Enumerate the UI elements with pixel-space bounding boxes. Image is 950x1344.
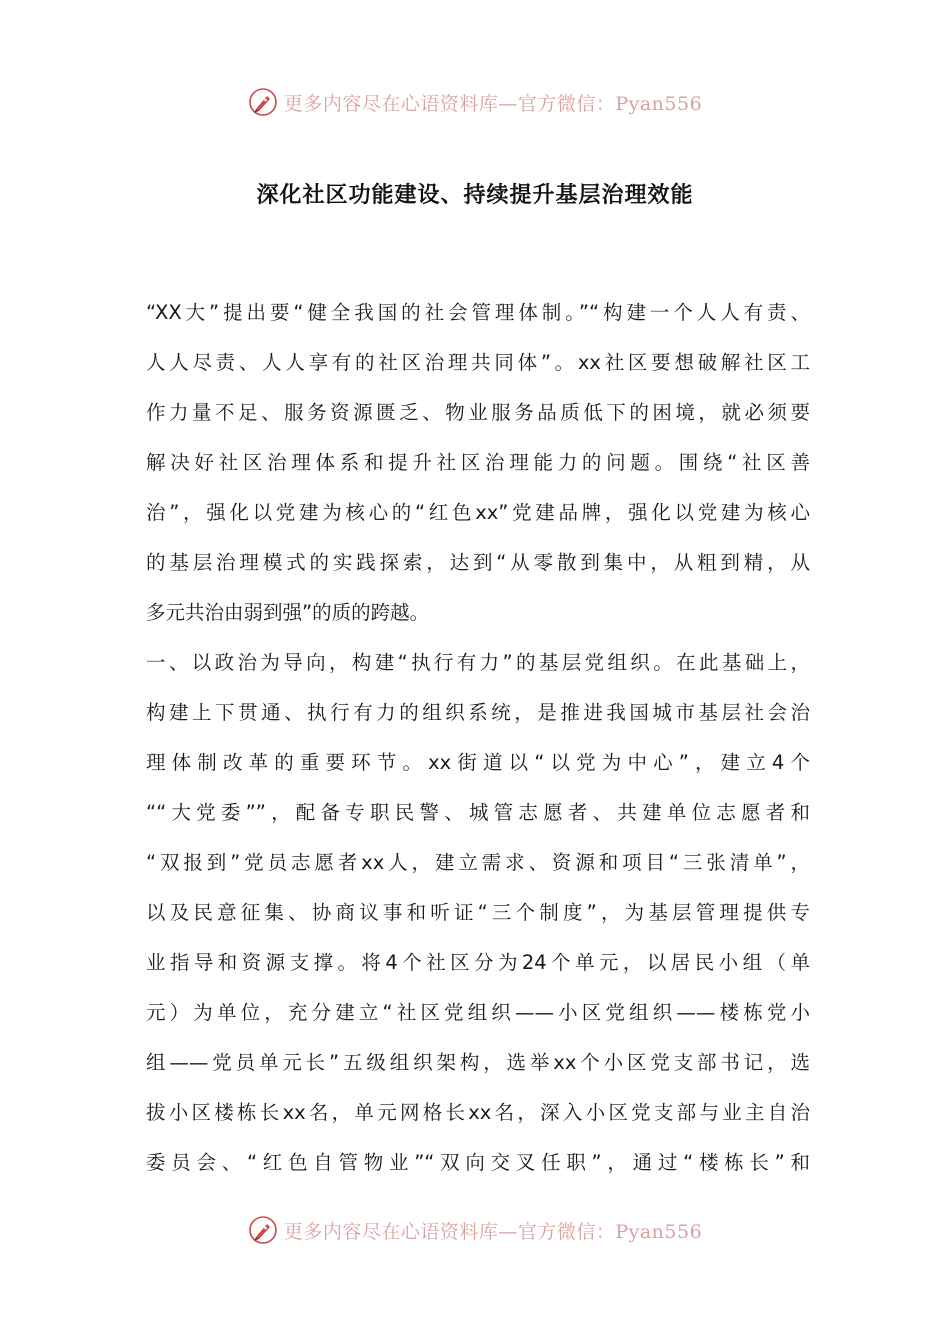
body-line: 拔小区楼栋长xx名，单元网格长xx名，深入小区党支部与业主自治 [146,1101,810,1124]
document-title: 深化社区功能建设、持续提升基层治理效能 [256,183,694,208]
pen-nib-logo-icon [248,1215,278,1245]
body-line: 解决好社区治理体系和提升社区治理能力的问题。围绕“社区善 [146,451,810,474]
footer-watermark [0,1212,950,1248]
body-line: 理体制改革的重要环节。xx街道以“以党为中心”，建立4个 [146,751,810,774]
body-line: “双报到”党员志愿者xx人，建立需求、资源和项目“三张清单”， [146,851,810,874]
body-line: 治”，强化以党建为核心的“红色xx”党建品牌，强化以党建为核心 [146,501,810,524]
body-line: 委员会、“红色自管物业”“双向交叉任职”，通过“楼栋长”和 [146,1151,810,1174]
body-line: 以及民意征集、协商议事和听证“三个制度”，为基层管理提供专 [146,901,810,924]
header-watermark [0,84,950,120]
pen-nib-logo-icon [248,87,278,117]
body-line: 多元共治由弱到强”的质的跨越。 [146,601,430,624]
body-line: ““大党委””，配备专职民警、城管志愿者、共建单位志愿者和 [146,801,810,824]
body-line: 元）为单位，充分建立“社区党组织——小区党组织——楼栋党小 [146,1001,810,1024]
body-line: 组——党员单元长”五级组织架构，选举xx个小区党支部书记，选 [146,1051,810,1074]
body-line: 作力量不足、服务资源匮乏、物业服务品质低下的困境，就必须要 [146,401,810,424]
body-line: 构建上下贯通、执行有力的组织系统，是推进我国城市基层社会治 [146,701,810,724]
body-line: 业指导和资源支撑。将4个社区分为24个单元，以居民小组（单 [146,951,810,974]
watermark-text: 更多内容尽在心语资料库—官方微信：Pyan556 [283,1220,703,1243]
watermark-text: 更多内容尽在心语资料库—官方微信：Pyan556 [283,92,703,115]
body-line: 的基层治理模式的实践探索，达到“从零散到集中，从粗到精，从 [146,551,810,574]
document-body [146,297,810,1197]
body-line: 人人尽责、人人享有的社区治理共同体”。xx社区要想破解社区工 [146,351,810,374]
body-line: “XX大”提出要“健全我国的社会管理体制。”“构建一个人人有责、 [146,301,810,324]
body-line: 一、以政治为导向，构建“执行有力”的基层党组织。在此基础上， [146,651,810,674]
